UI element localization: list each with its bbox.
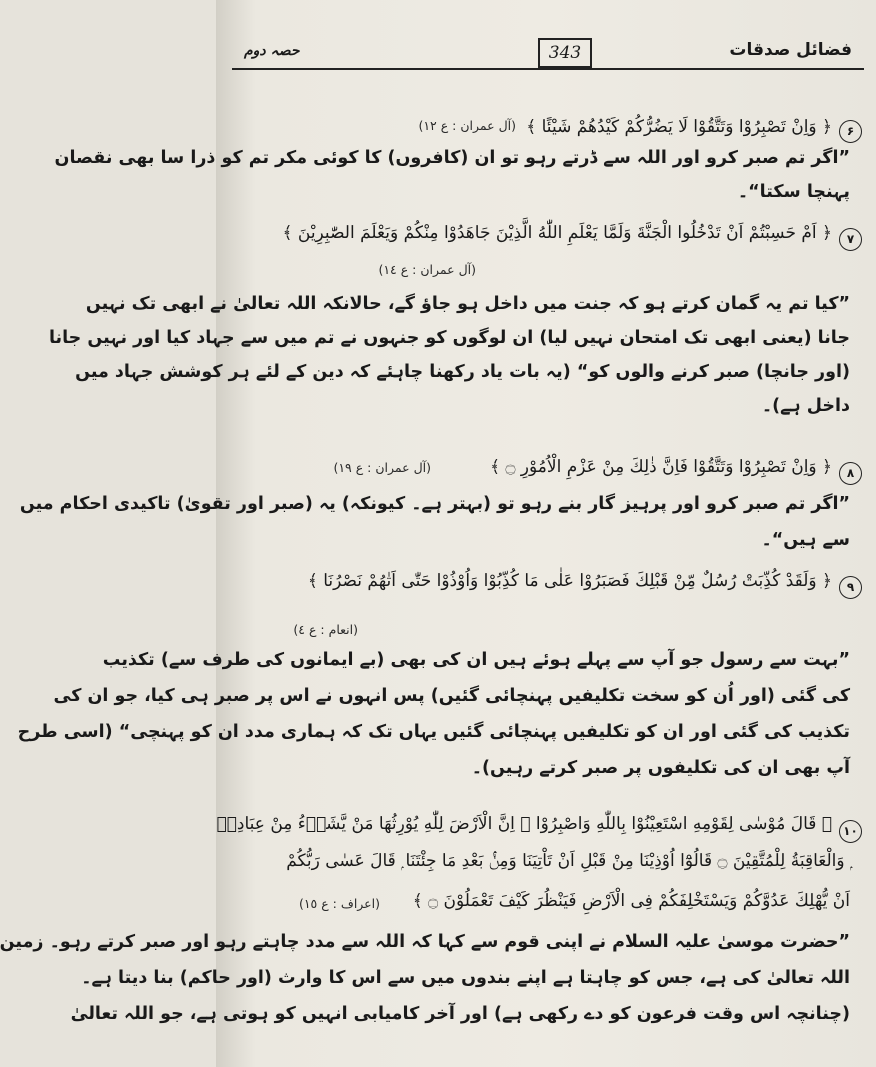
translation-line: جانا (یعنی ابھی تک امتحان نہیں لیا) ان لوگوں کو جنہوں نے تم میں سے جہاد کیا اور نہیں جانا [48,328,850,348]
translation-line: (اور جانچا) صبر کرنے والوں کو“ (یہ بات یاد رکھنا چاہئے کہ دین کے لئے ہر کوشش جہاد میں [75,362,850,382]
section-label: حصہ دوم [244,43,300,59]
arabic-verse-line: ﴿ وَاِنْ تَصْبِرُوْا وَتَتَّقُوْا فَاِنَّ ذٰلِكَ مِنْ عَزْمِ الْاُمُوْرِ ۝ ﴾ [490,457,832,477]
book-title: فضائل صدقات [729,40,852,60]
verse-number-7: ۷ [839,228,862,251]
arabic-verse-line: ﴿ اَمْ حَسِبْتُمْ اَنْ تَدْخُلُوا الْجَنَّةَ وَلَمَّا يَعْلَمِ اللّٰهُ الَّذِيْنَ جَاهَدُوْا مِنْكُمْ وَيَعْلَمَ الصّٰبِرِيْنَ ﴾ [282,223,832,243]
verse-number-6: ۶ [839,120,862,143]
arabic-verse-line: ﴿ وَلَقَدْ كُذِّبَتْ رُسُلٌ مِّنْ قَبْلِكَ فَصَبَرُوْا عَلٰى مَا كُذِّبُوْا وَاُوْذُوْا حَتّٰى اَتٰهُمْ نَصْرُنَا ﴾ [307,571,832,591]
translation-line: ”اگر تم صبر کرو اور پرہیز گار بنے رہو تو (بہتر ہے۔ کیونکہ) یہ (صبر اور تقویٰ) تاکیدی احکام میں [19,494,850,514]
verse-number-8: ۸ [839,462,862,485]
verse-reference: (آل عمران : ع ١٤) [378,262,476,277]
translation-line: تکذیب کی گئی اور ان کو تکلیفیں پہنچائی گئیں یہاں تک کہ ہماری مدد ان کو پہنچی“ (اسی طرح [17,722,850,742]
translation-line: (چنانچہ اس وقت فرعون کو دے رکھی ہے) اور آخر کامیابی انہیں کو ہوتی ہے، جو اللہ تعالیٰ [70,1004,850,1024]
translation-line: اللہ تعالیٰ کی ہے، جس کو چاہتا ہے اپنے بندوں میں سے اس کا وارث (اور حاکم) بنا دیتا ہے۔ [81,968,850,988]
verse-reference: (آل عمران : ع ١٩) [333,460,431,475]
verse-number-10: ۱۰ [839,820,862,843]
arabic-verse-line: ۭ وَالْعَاقِبَةُ لِلْمُتَّقِيْنَ ۝ قَالُوْٓا اُوْذِيْنَا مِنْ قَبْلِ اَنْ تَاْتِيَنَا وَمِنْۢ بَعْدِ مَا جِئْتَنَا ۭ قَالَ عَسٰى رَبُّكُمْ [286,851,850,871]
page-number: 343 [538,38,592,68]
verse-reference: (آل عمران : ع ١٢) [418,118,516,133]
translation-line: پہنچا سکتا“۔ [737,182,850,202]
translation-line: سے ہیں“۔ [761,530,850,550]
translation-line: ”بہت سے رسول جو آپ سے پہلے ہوئے ہیں ان کی بھی (بے ایمانوں کی طرف سے) تکذیب [102,650,850,670]
arabic-verse-line: اَنْ يُّهْلِكَ عَدُوَّكُمْ وَيَسْتَخْلِفَكُمْ فِى الْاَرْضِ فَيَنْظُرَ كَيْفَ تَعْمَلُوْنَ ۝ ﴾ [412,891,850,911]
translation-line: ”اگر تم صبر کرو اور اللہ سے ڈرتے رہو تو ان (کافروں) کا کوئی مکر تم کو ذرا سا بھی نقصان [54,148,850,168]
verse-reference: (انعام : ع ٤) [293,622,358,637]
translation-line: ”حضرت موسیٰ علیہ السلام نے اپنی قوم سے کہا کہ اللہ سے مدد چاہتے رہو اور صبر کرتے رہو۔ زمین [0,932,850,952]
translation-line: ”کیا تم یہ گمان کرتے ہو کہ جنت میں داخل ہو جاؤ گے، حالانکہ اللہ تعالیٰ نے ابھی تک نہیں [85,294,850,314]
verse-number-9: ۹ [839,576,862,599]
translation-line: کی گئی (اور اُن کو سخت تکلیفیں پہنچائی گئیں) پس انہوں نے اس پر صبر ہی کیا، جو ان کی [53,686,850,706]
arabic-verse-line: ﴿ وَاِنْ تَصْبِرُوْا وَتَتَّقُوْا لَا يَضُرُّكُمْ كَيْدُهُمْ شَيْئًا ﴾ [526,117,832,137]
arabic-verse-line: ﴿ قَالَ مُوْسٰى لِقَوْمِهِ اسْتَعِيْنُوْا بِاللّٰهِ وَاصْبِرُوْا ۚ اِنَّ الْاَرْضَ لِلّٰهِ يُوْرِثُهَا مَنْ يَّشَاۗءُ مِنْ عِبَادِهٖ [216,814,832,834]
verse-reference: (اعراف : ع ١٥) [298,896,380,911]
translation-line: داخل ہے)۔ [761,396,850,416]
translation-line: آپ بھی ان کی تکلیفوں پر صبر کرتے رہیں)۔ [471,758,850,778]
